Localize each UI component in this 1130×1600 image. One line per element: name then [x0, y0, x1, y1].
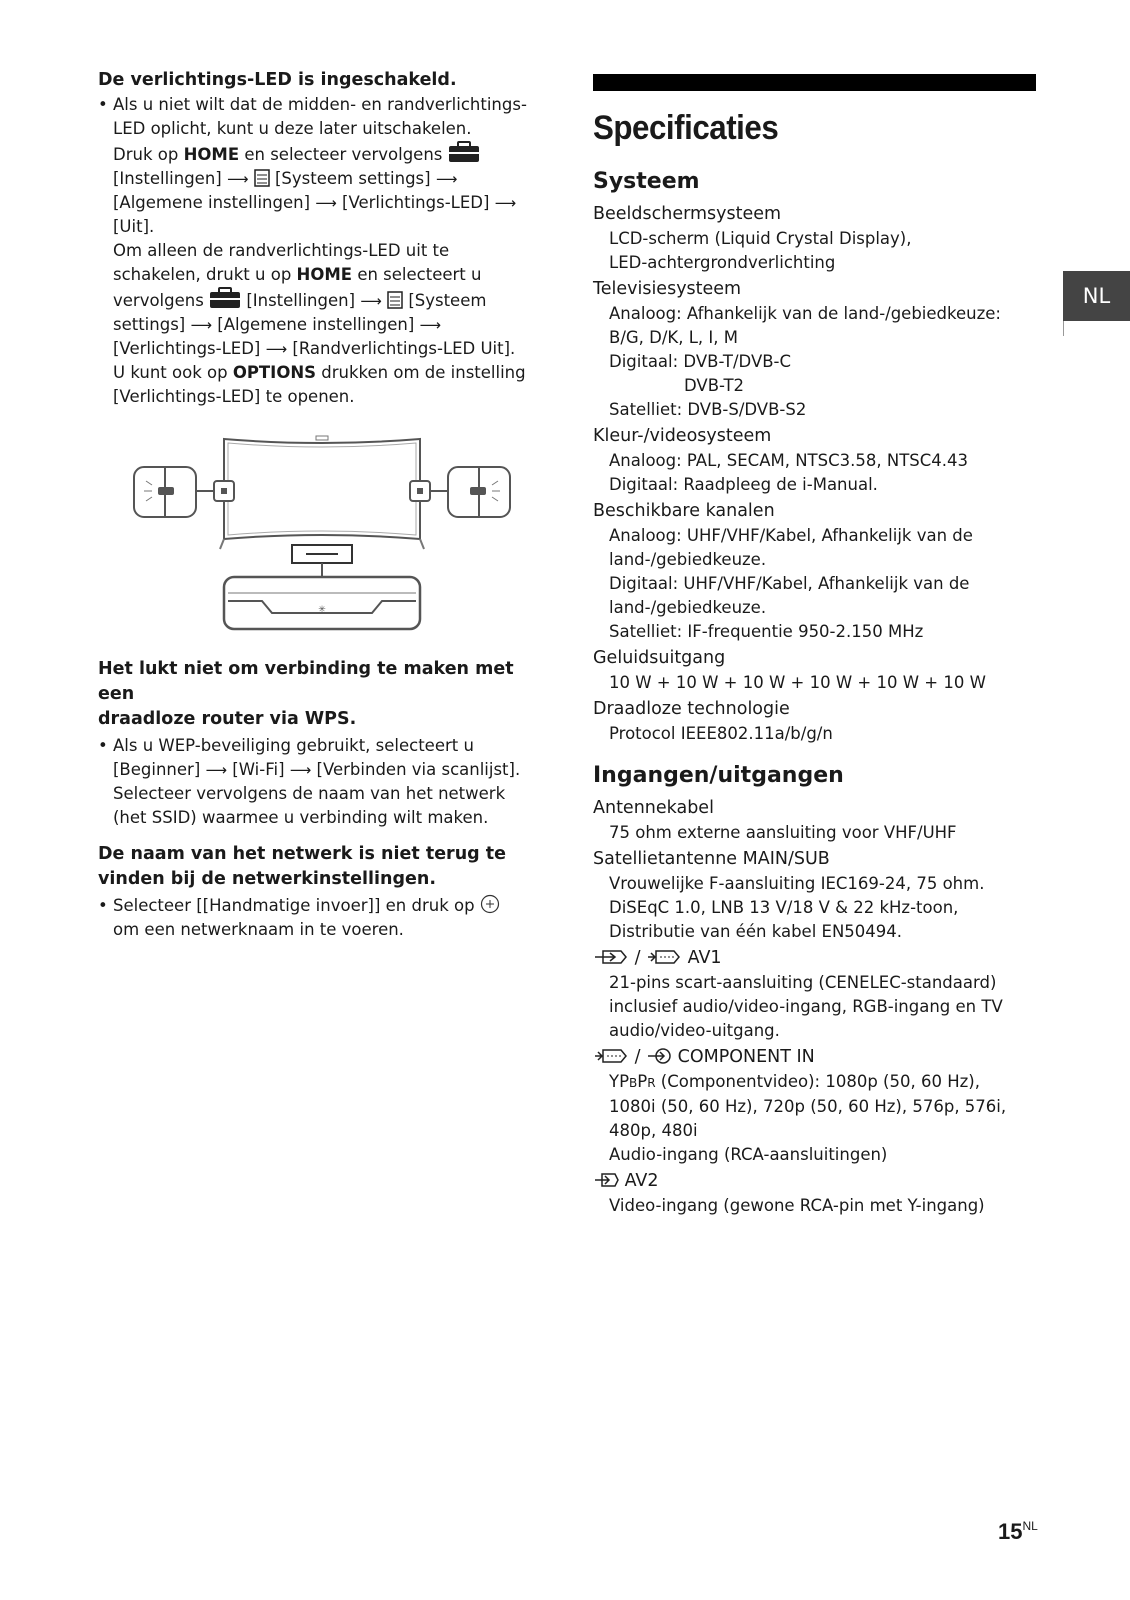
heading-wps: Het lukt niet om verbinding te maken met een draadloze router via WPS. — [98, 659, 514, 729]
language-tab: NL — [1063, 271, 1130, 321]
system-settings-icon — [254, 169, 270, 187]
bullet-wps: • Als u WEP-beveiliging gebruikt, selecteert u [Beginner] ⟶ [Wi-Fi] ⟶ [Verbinden via scanlijst]. Selecteer vervolgens de naam van het netwerk (het SSID) waarmee u verbinding wilt maken. — [98, 736, 521, 827]
bullet-dot: • — [98, 95, 108, 114]
bullet-network-name: • Selecteer [[Handmatige invoer]] en druk op om een netwerknaam in te voeren. — [98, 894, 548, 942]
page-number: $15^{NL}$ — [998, 1519, 1038, 1544]
scart-output-icon — [646, 948, 682, 966]
arrow-right-icon: ⟶ — [289, 761, 312, 779]
arrow-right-icon: ⟶ — [190, 316, 213, 334]
left-column — [98, 68, 548, 942]
tab-divider — [1063, 321, 1064, 336]
av-input-icon — [593, 1171, 619, 1189]
arrow-right-icon: ⟶ — [419, 316, 442, 334]
svg-text:✳: ✳ — [318, 605, 326, 615]
video-input-icon — [646, 1047, 672, 1065]
section-ingangen: Ingangen/uitgangen — [593, 763, 844, 788]
toolbox-icon — [209, 287, 241, 309]
tv-led-figure — [132, 435, 548, 639]
arrow-right-icon: ⟶ — [205, 761, 228, 779]
page-title: Specificaties — [593, 109, 779, 147]
arrow-right-icon: ⟶ — [315, 194, 337, 212]
heading-network-name: De naam van het netwerk is niet terug te vinden bij de netwerkinstellingen. — [98, 844, 507, 889]
tv-illustration — [132, 435, 512, 635]
right-column: Specificaties Systeem Beeldschermsysteem LCD-scherm (Liquid Crystal Display), LED-achtergrondverlichting Televisiesysteem Analoog: Afhankelijk van de land-/gebiedkeuze: B/G, D/K, L, I, M Digitaal: DVB-T/DVB-C DVB-T2 Satelliet: DVB-S/DVB-S2 Kleur-/videosysteem Analoog: PAL, SECAM, NTSC3.58, NTSC4.43 Digitaal: Raadpleeg de i-Manual. Beschikbare kanalen Analoog: UHF/VHF/Kabel, Afhankelijk van de land-/gebiedkeuze. Digitaal: UHF/VHF/Kabel, Afhankelijk van de land-/gebiedkeuze. Satelliet: IF-frequentie 950-2.150 MHz Geluidsuitgang 10 W + 10 W + 10 W + 10 W + 10 W + 10 W Draadloze technologie Protocol IEEE802.11a/b/g/n Ingangen/uitgangen Antennekabel 75 ohm externe aansluiting voor VHF/UHF Satellietantenne MAIN/SUB Vrouwelijke F-aansluiting IEC169-24, 75 ohm. DiSEqC 1.0, LNB 13 V/18 V & 22 kHz-toon, Distributie van één kabel EN50494. / AV1 21-pins scart-aansluiting (CENELEC-standaard) inclusief audio/video-ingang, RGB-ingang en TV audio/video-uitgang. / COMPONENT IN YPBPR (Componentvideo): 1080p (50, 60 Hz), 1080i (50, 60 Hz), 720p (50, 60 Hz), 576p, 576i, 480p, 480i Audio-ingang (RCA-aansluitingen) AV2 Video-ingang (gewone RCA-pin met Y-ingang) — [593, 74, 1035, 1218]
system-settings-icon — [387, 291, 403, 309]
heading-led: De verlichtings-LED is ingeschakeld. — [98, 70, 457, 90]
component-input-icon — [593, 1047, 629, 1065]
arrow-right-icon: ⟶ — [360, 292, 382, 310]
arrow-right-icon: ⟶ — [494, 194, 517, 212]
section-systeem: Systeem — [593, 169, 700, 194]
arrow-right-icon: ⟶ — [226, 170, 249, 188]
bullet-led: • Als u niet wilt dat de midden- en randverlichtings- LED oplicht, kunt u deze later uitschakelen. Druk op HOME en selecteer vervolgens [Instellingen] ⟶ [Systeem settings] ⟶ [Algemene instellingen] ⟶ [Verlichtings-LED] ⟶ [Uit]. Om alleen de randverlichtings-LED uit te schakelen, drukt u op HOME en selecteert u vervolgens [Instellingen] ⟶ [Systeem settings] ⟶ [Algemene instellingen] ⟶ [Verlichtings-LED] ⟶ [Randverlichtings-LED Uit]. U kunt ook op OPTIONS drukken om de instelling [Verlichtings-LED] te openen. — [98, 95, 527, 406]
bullet-dot: • — [98, 736, 108, 755]
toolbox-icon — [448, 141, 480, 163]
section-rule — [593, 74, 1036, 91]
bullet-dot: • — [98, 896, 108, 915]
enter-button-icon — [480, 894, 500, 914]
arrow-right-icon: ⟶ — [265, 340, 288, 358]
arrow-right-icon: ⟶ — [435, 170, 458, 188]
scart-inout-icon — [593, 948, 629, 966]
